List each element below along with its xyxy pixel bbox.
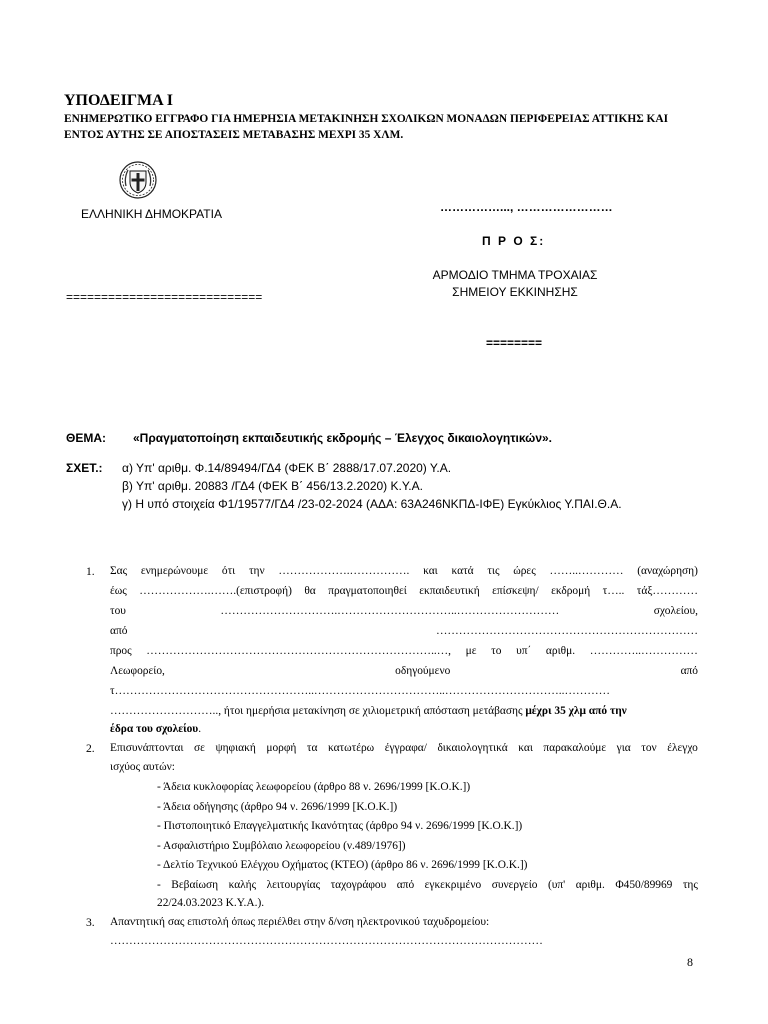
paragraph-3-number: 3. [86,916,95,929]
word: από [396,879,415,891]
paragraph-2-line-2: ισχύος αυτών: [110,761,175,773]
word: - [157,879,161,891]
paragraph-1-line-8-text: ……………………….., ήτοι ημερήσια μετακίνηση σε χιλιομετρική απόσταση μετάβασης [110,705,526,717]
word: τις [487,565,500,577]
word: Επισυνάπτονται [110,742,184,754]
word: από [680,665,698,677]
word: ταχογράφου [330,879,387,891]
recipient-line-2: ΣΗΜΕΙΟΥ ΕΚΚΙΝΗΣΗΣ [452,285,578,299]
word: για [616,742,631,754]
word: έγγραφα/ [384,742,427,754]
word: τον [641,742,657,754]
word: την [248,565,265,577]
email-fill-line: …………………………………………………………………………………………………… [110,935,543,947]
word: αριθμ. [575,879,605,891]
paragraph-1-line-2 [110,585,698,597]
word: τάξ………… [636,585,698,597]
word: …………..…………… [589,645,698,657]
word: έως [110,585,127,597]
word: Σας [110,565,128,577]
document-list-item: - Άδεια κυκλοφορίας λεωφορείου (άρθρο 88 ν. 2696/1999 [Κ.Ο.Κ.]) [157,781,471,793]
word: λειτουργίας [266,879,321,891]
word: ψηφιακή [215,742,256,754]
word: της [682,879,698,891]
word: ……………….…….(επιστροφή) [139,585,292,597]
document-title: ΥΠΟΔΕΙΓΜΑ Ι [64,92,174,109]
word: κατά [451,565,474,577]
word: οδηγούμενο [395,665,451,677]
document-subtitle-line-2: ΕΝΤΟΣ ΑΥΤΗΣ ΣΕ ΑΠΟΣΤΑΣΕΙΣ ΜΕΤΑΒΑΣΗΣ ΜΕΧΡΙ 35 ΧΛΜ. [64,129,404,141]
recipient-heading: Π Ρ Ο Σ: [482,234,546,248]
word: ενημερώνουμε [140,565,209,577]
word: με [465,645,477,657]
document-list-item-last [157,879,698,891]
reference-item-c: γ) Η υπό στοιχεία Φ1/19577/ΓΔ4 /23-02-2024 (ΑΔΑ: 63Α246ΝΚΠΔ-ΙΦΕ) Εγκύκλιος Υ.ΠΑΙ.Θ.Α. [122,497,622,511]
word: τα [306,742,318,754]
document-list-item-last-continuation: 22/24.03.2023 Κ.Υ.Α.). [157,897,265,909]
word: ……………….……………. [278,565,410,577]
word: προς [110,645,132,657]
word: πραγματοποιηθεί [328,585,407,597]
word: καλής [228,879,257,891]
word: και [423,565,438,577]
word: δικαιολογητικά [437,742,508,754]
recipient-line-1: ΑΡΜΟΔΙΟ ΤΜΗΜΑ ΤΡΟΧΑΙΑΣ [432,268,598,282]
word: έλεγχο [667,742,698,754]
paragraph-1-line-7 [110,685,610,697]
sender-separator: ============================ [66,290,263,304]
word: Φ450/89969 [615,879,673,891]
word: κατωτέρω [327,742,375,754]
document-list-item: - Πιστοποιητικό Επαγγελματικής Ικανότητας (άρθρο 94 ν. 2696/1999 [Κ.Ο.Κ.]) [157,820,523,832]
recipient-separator: ======== [486,336,543,350]
paragraph-1-number: 1. [86,565,95,578]
word: εκπαιδευτική [419,585,480,597]
word: Λεωφορείο, [110,665,165,677]
word: μορφή [266,742,297,754]
greek-state-emblem-icon [118,160,158,200]
document-list-item: - Άδεια οδήγησης (άρθρο 94 ν. 2696/1999 [Κ.Ο.Κ.]) [157,801,398,813]
paragraph-1-line-1 [110,565,698,577]
subject-text: «Πραγματοποίηση εκπαιδευτικής εκδρομής – Έλεγχος δικαιολογητικών». [133,431,553,445]
word: ότι [221,565,236,577]
place-date-field: ……………..., …………………… [440,200,613,214]
paragraph-1-line-5 [110,645,698,657]
word: υπ΄ [516,645,532,657]
word: θα [304,585,316,597]
paragraph-3-line-1: Απαντητική σας επιστολή όπως περιέλθει στην δ/νση ηλεκτρονικού ταχυδρομείου: [110,916,490,928]
paragraph-1-line-9 [110,723,201,735]
paragraph-1-line-4 [110,625,698,637]
word: το [491,645,502,657]
paragraph-2-line-1 [110,742,698,754]
school-seat-text: έδρα του σχολείου [110,723,199,735]
word: ώρες [513,565,536,577]
word: και [518,742,533,754]
reference-item-b: β) Υπ' αριθμ. 20883 /ΓΔ4 (ΦΕΚ Β΄ 456/13.2.2020) Κ.Υ.Α. [122,479,423,493]
word: εκδρομή [551,585,591,597]
word: του [110,605,126,617]
word: τ……………………………………………..……………………………..…………………………..………… [110,685,611,697]
word: συνεργείο [491,879,538,891]
word: σε [193,742,205,754]
word: (αναχώρηση) [637,565,698,577]
word: Βεβαίωση [171,879,219,891]
sender-government-name: ΕΛΛΗΝΙΚΗ ΔΗΜΟΚΡΑΤΙΑ [81,207,222,221]
word: (υπ' [547,879,566,891]
reference-item-a: α) Υπ' αριθμ. Φ.14/89494/ΓΔ4 (ΦΕΚ Β΄ 2888/17.07.2020) Υ.Α. [122,461,452,475]
distance-limit-text: μέχρι 35 χλμ από την [525,705,627,717]
word: παρακαλούμε [543,742,607,754]
word: ………………………….…………………………..……………………… [220,605,560,617]
paragraph-2-number: 2. [86,742,95,755]
document-list-item: - Ασφαλιστήριο Συμβόλαιο λεωφορείου (ν.489/1976]) [157,840,406,852]
word: τ….. [602,585,625,597]
word: ……..………… [549,565,624,577]
subject-label: ΘΕΜΑ: [66,431,106,445]
paragraph-1-end-period: . [198,723,202,735]
paragraph-1-line-3 [110,605,698,617]
word: …………………………………………………………………..…, [146,645,451,657]
word: επίσκεψη/ [492,585,539,597]
word: εγκεκριμένο [424,879,482,891]
word: …………………………………………………………… [436,625,698,637]
paragraph-1-line-6 [110,665,698,677]
document-list-item: - Δελτίο Τεχνικού Ελέγχου Οχήματος (ΚΤΕΟ) (άρθρο 86 ν. 2696/1999 [Κ.Ο.Κ.]) [157,859,528,871]
references-label: ΣΧΕΤ.: [66,461,103,475]
page-number: 8 [687,955,693,969]
word: σχολείου, [653,605,698,617]
document-subtitle-line-1: ΕΝΗΜΕΡΩΤΙΚΟ ΕΓΓΡΑΦΟ ΓΙΑ ΗΜΕΡΗΣΙΑ ΜΕΤΑΚΙΝΗΣΗ ΣΧΟΛΙΚΩΝ ΜΟΝΑΔΩΝ ΠΕΡΙΦΕΡΕΙΑΣ ΑΤΤΙΚΗΣ ΚΑΙ [64,113,669,125]
word: αριθμ. [545,645,576,657]
word: από [110,625,128,637]
paragraph-1-line-8 [110,705,627,717]
